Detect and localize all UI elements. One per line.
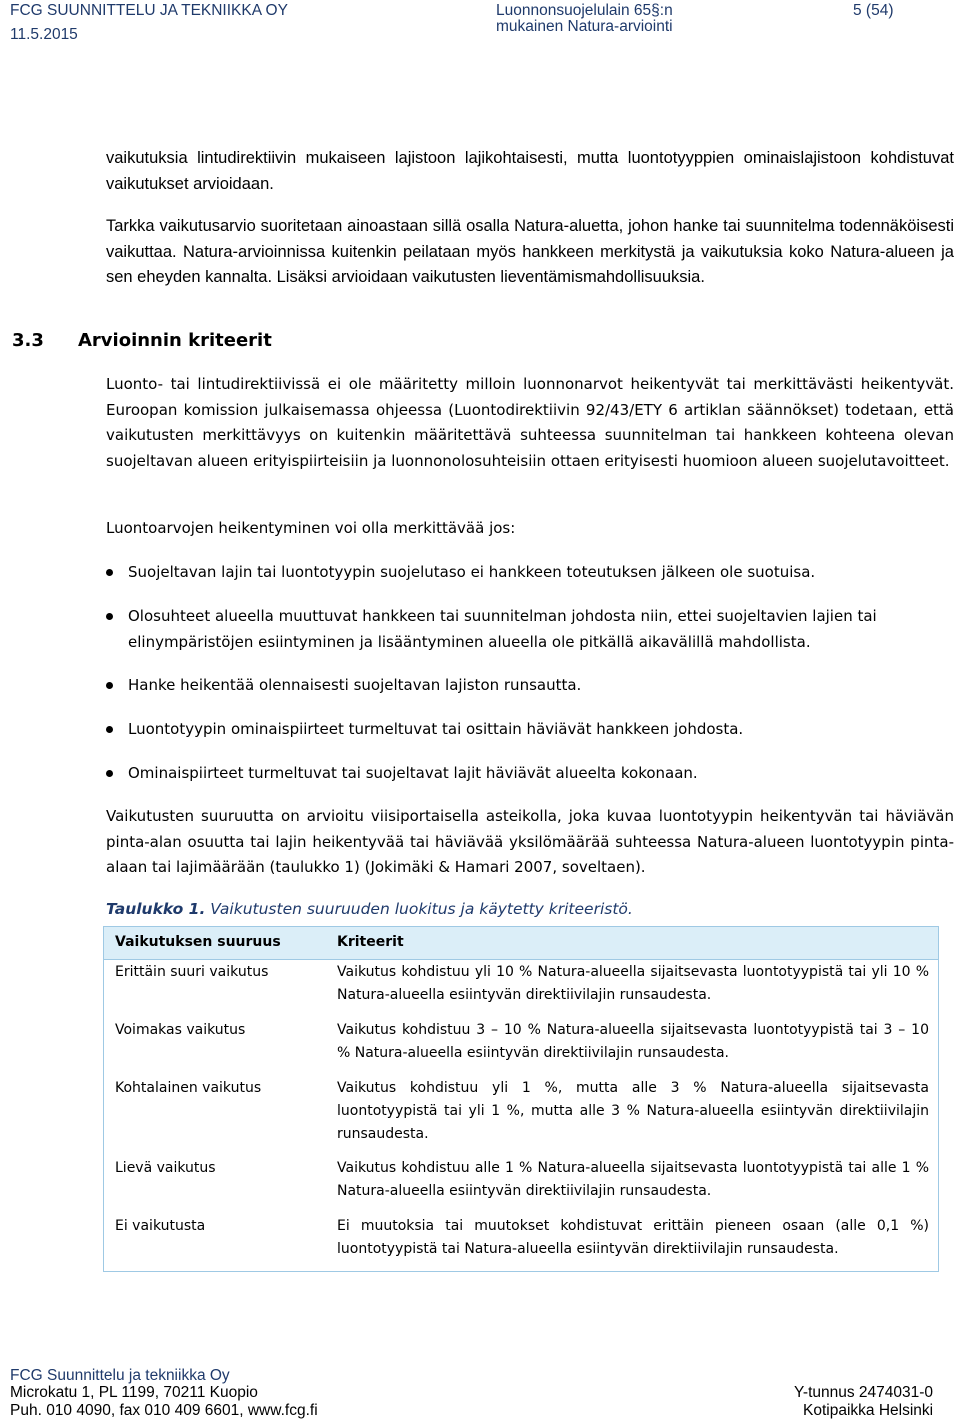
section-title: Arvioinnin kriteerit: [78, 330, 272, 351]
table-header-criteria: Kriteerit: [337, 934, 404, 950]
footer-ytunnus: Y-tunnus 2474031-0: [794, 1384, 934, 1401]
table-cell-level: Lievä vaikutus: [115, 1160, 216, 1176]
bullet-dot: [106, 613, 113, 620]
table-caption-label: Taulukko 1.: [106, 900, 206, 918]
criteria-table: [103, 926, 939, 1272]
table-caption: [106, 900, 633, 918]
section-heading: [12, 330, 272, 351]
bullet-item: [128, 604, 954, 655]
table-cell-level: Ei vaikutusta: [115, 1218, 206, 1234]
bullet-text: Ominaispiirteet turmeltuvat tai suojeltavat lajit häviävät alueelta kokonaan.: [128, 764, 698, 782]
header-title-line2: mukainen Natura-arviointi: [496, 18, 673, 35]
bullet-item: [128, 560, 954, 586]
footer-address: Microkatu 1, PL 1199, 70211 Kuopio: [10, 1384, 258, 1401]
bullet-item: [128, 761, 954, 787]
header-title-line1: Luonnonsuojelulain 65§:n: [496, 2, 673, 19]
paragraph-5: Vaikutusten suuruutta on arvioitu viisiportaisella asteikolla, joka kuvaa luontotyypin heikentyvän tai häviävän pinta-alan osuutta tai lajin heikentyvää tai häviävää yksilömäärää suhteessa Natura-alueen luontotyypin pinta-alaan tai lajimäärään (taulukko 1) (Jokimäki & Hamari 2007, soveltaen).: [106, 807, 954, 876]
section-number: 3.3: [12, 330, 44, 351]
bullet-dot: [106, 726, 113, 733]
page-number: 5 (54): [853, 2, 894, 19]
bullet-item: [128, 673, 954, 699]
paragraph-2: Tarkka vaikutusarvio suoritetaan ainoastaan sillä osalla Natura-aluetta, johon hanke tai suunnitelma todennäköisesti vaikuttaa. Natura-arvioinnissa kuitenkin peilataan myös hankkeen merkitystä ja vaikutuksia koko Natura-alueen ja sen eheyden kannalta. Lisäksi arvioidaan vaikutusten lieventämismahdollisuuksia.: [106, 217, 954, 286]
table-header-level: Vaikutuksen suuruus: [115, 934, 281, 950]
table-cell-criteria: Ei muutoksia tai muutokset kohdistuvat erittäin pieneen osaan (alle 0,1 %) luontotyypistä tai Natura-alueella esiintyvän direktiivilajin runsaudesta.: [337, 1218, 929, 1257]
table-cell-level: Voimakas vaikutus: [115, 1022, 246, 1038]
bullet-item: [128, 717, 954, 743]
footer-kotipaikka: Kotipaikka Helsinki: [803, 1402, 934, 1419]
paragraph-1: vaikutuksia lintudirektiivin mukaiseen lajistoon lajikohtaisesti, mutta luontotyyppien ominaislajistoon kohdistuvat vaikutukset arvioidaan.: [106, 149, 954, 193]
table-cell-level: Erittäin suuri vaikutus: [115, 964, 269, 980]
footer-phone: Puh. 010 4090, fax 010 409 6601, www.fcg.fi: [10, 1402, 318, 1419]
table-cell-criteria: Vaikutus kohdistuu 3 – 10 % Natura-alueella sijaitsevasta luontotyypistä tai 3 – 10 % Natura-alueella esiintyvän direktiivilajin runsaudesta.: [337, 1022, 929, 1061]
bullet-text: Olosuhteet alueella muuttuvat hankkeen tai suunnitelman johdosta niin, ettei suojeltavien lajien tai elinympäristöjen esiintyminen ja lisääntyminen alueella ole pitkällä aikavälillä mahdollista.: [128, 607, 877, 651]
bullet-text: Suojeltavan lajin tai luontotyypin suojelutaso ei hankkeen toteutuksen jälkeen ole suotuisa.: [128, 563, 816, 581]
table-cell-criteria: Vaikutus kohdistuu alle 1 % Natura-alueella sijaitsevasta luontotyypistä tai alle 1 % Natura-alueella esiintyvän direktiivilajin runsaudesta.: [337, 1160, 929, 1199]
table-header-row: [104, 927, 938, 960]
table-cell-criteria: Vaikutus kohdistuu yli 10 % Natura-alueella sijaitsevasta luontotyypistä tai yli 10 % Natura-alueella esiintyvän direktiivilajin runsaudesta.: [337, 964, 929, 1003]
bullet-text: Hanke heikentää olennaisesti suojeltavan lajiston runsautta.: [128, 676, 582, 694]
bullet-text: Luontotyypin ominaispiirteet turmeltuvat tai osittain häviävät hankkeen johdosta.: [128, 720, 744, 738]
paragraph-3: Luonto- tai lintudirektiivissä ei ole määritetty milloin luonnonarvot heikentyvät tai merkittävästi heikentyvät. Euroopan komission julkaisemassa ohjeessa (Luontodirektiivin 92/43/ETY 6 artiklan säännökset) todetaan, että vaikutusten merkittävyys on kuitenkin määritettävä suhteessa suunnitelman tai hankkeen kohteena olevan suojeltavan alueen erityispiirteisiin ja luonnonolosuhteisiin ottaen erityisesti huomioon alueen suojelutavoitteet.: [106, 375, 954, 470]
footer-company: FCG Suunnittelu ja tekniikka Oy: [10, 1367, 230, 1384]
bullet-dot: [106, 682, 113, 689]
table-caption-text: Vaikutusten suuruuden luokitus ja käytetty kriteeristö.: [210, 900, 633, 918]
bullet-dot: [106, 770, 113, 777]
table-cell-criteria: Vaikutus kohdistuu yli 1 %, mutta alle 3 % Natura-alueella sijaitsevasta luontotyypistä tai yli 1 %, mutta alle 3 % Natura-alueella esiintyvän direktiivilajin runsaudesta.: [337, 1080, 929, 1142]
table-cell-level: Kohtalainen vaikutus: [115, 1080, 262, 1096]
header-date: 11.5.2015: [10, 26, 78, 43]
header-company: FCG SUUNNITTELU JA TEKNIIKKA OY: [10, 2, 288, 19]
paragraph-4: Luontoarvojen heikentyminen voi olla merkittävää jos:: [106, 519, 516, 537]
bullet-dot: [106, 569, 113, 576]
